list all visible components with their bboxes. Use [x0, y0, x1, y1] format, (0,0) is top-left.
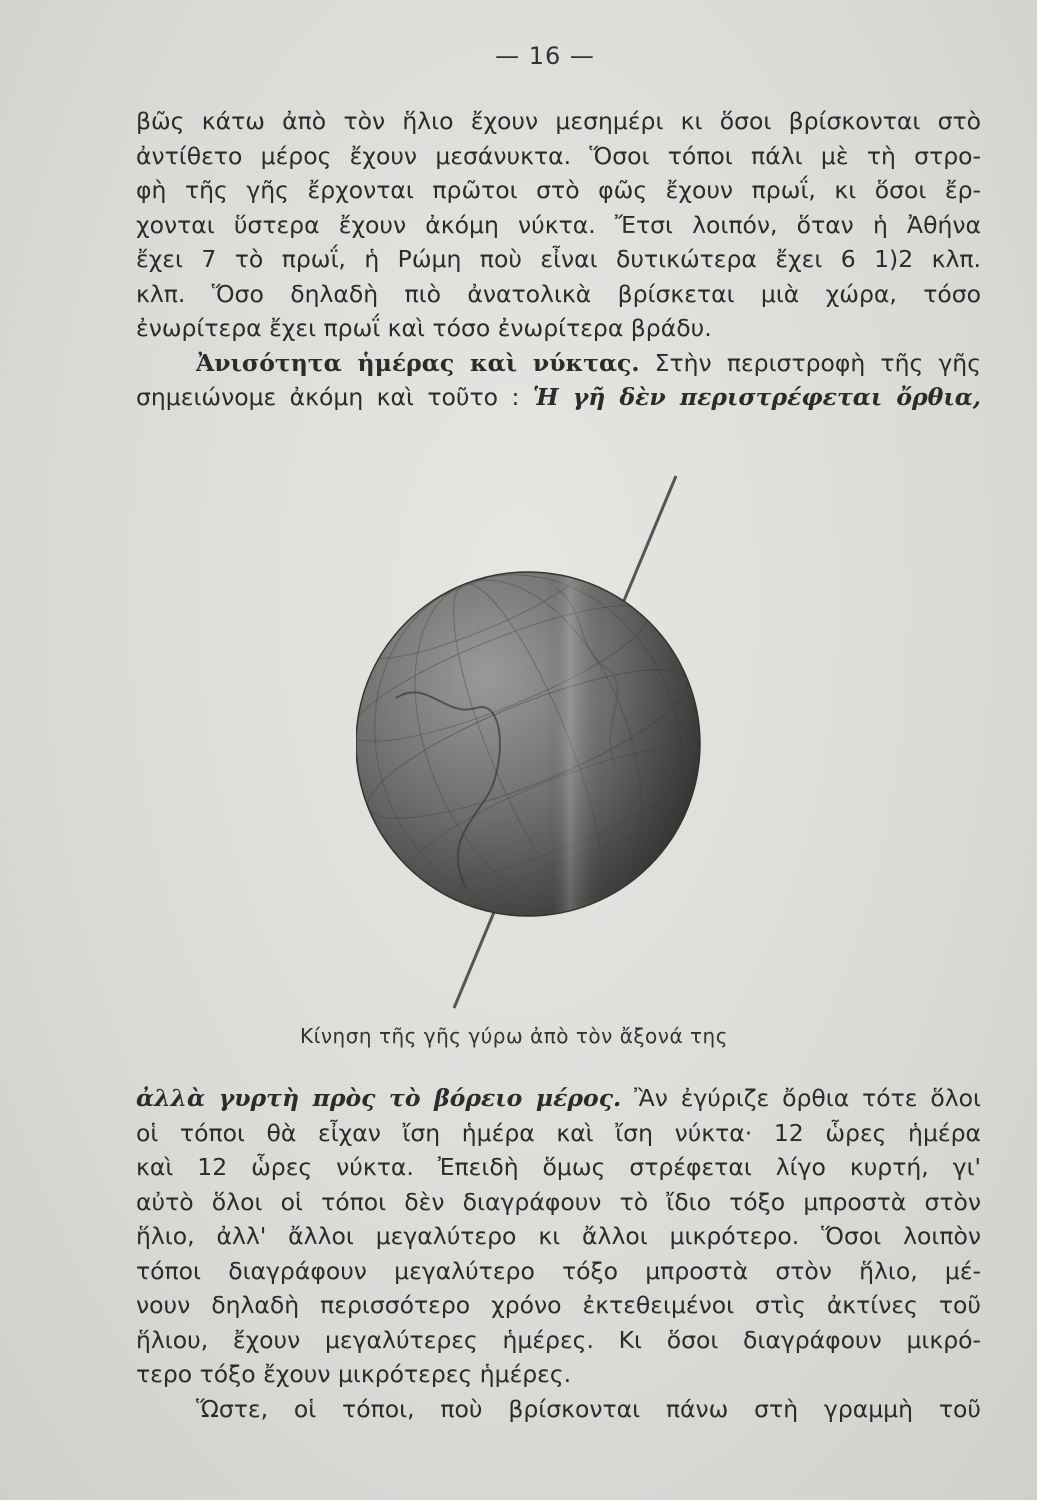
text-line [136, 1081, 981, 1116]
text-line: φὴ τῆς γῆς ἔρχονται πρῶτοι στὸ φῶς ἔχουν πρωΐ, κι ὅσοι ἔρ- [136, 176, 981, 204]
heading-line [136, 346, 981, 381]
italic-continuation: ἀλλὰ γυρτὴ πρὸς τὸ βόρειο μέρος. [136, 1084, 622, 1112]
text-line: βῶς κάτω ἀπὸ τὸν ἥλιο ἔχουν μεσημέρι κι ὅσοι βρίσκονται στὸ [136, 107, 981, 135]
globe-grid [356, 468, 701, 1013]
text-line: αὐτὸ ὅλοι οἱ τόποι δὲν διαγράφουν τὸ ἴδιο τόξο μπροστὰ στὸν [136, 1187, 981, 1216]
section-heading: Ἀνισότητα ἡμέρας καὶ νύκτας. [196, 348, 640, 377]
line-before-italic: σημειώνομε ἀκόμη καὶ τοῦτο : [136, 383, 520, 411]
text-line: τερο τόξο ἔχουν μικρότερες ἡμέρες. [136, 1360, 572, 1388]
italic-statement: Ἡ γῆ δὲν περιστρέφεται ὄρθια, [532, 383, 981, 411]
text-line: Ὥστε, οἱ τόποι, ποὺ βρίσκονται πάνω στὴ γραμμὴ τοῦ [196, 1394, 981, 1423]
text-line: οἱ τόποι θὰ εἶχαν ἴση ἡμέρα καὶ ἴση νύκτα· 12 ὧρες ἡμέρα [136, 1118, 981, 1147]
text-line: ἀντίθετο μέρος ἔχουν μεσάνυκτα. Ὅσοι τόποι πάλι μὲ τὴ στρο- [136, 141, 981, 170]
text-line: τόποι διαγράφουν μεγαλύτερο τόξο μπροστὰ στὸν ἥλιο, μέ- [136, 1256, 981, 1285]
text-line: ἥλιο, ἀλλ' ἄλλοι μεγαλύτερο κι ἄλλοι μικρότερο. Ὅσοι λοιπὸν [136, 1222, 981, 1250]
text-line: ἐνωρίτερα ἔχει πρωΐ καὶ τόσο ἐνωρίτερα βράδυ. [136, 314, 712, 342]
text-line: κλπ. Ὅσο δηλαδὴ πιὸ ἀνατολικὰ βρίσκεται μιὰ χώρα, τόσο [136, 279, 981, 308]
heading-line-rest: Στὴν περιστροφὴ τῆς γῆς [654, 348, 981, 377]
page-number: — 16 — [495, 42, 595, 70]
text-line: ἔχει 7 τὸ πρωΐ, ἡ Ρώμη ποὺ εἶναι δυτικώτερα ἔχει 6 1)2 κλπ. [136, 245, 981, 273]
globe-on-axis-illustration [356, 468, 701, 1013]
text-line [136, 380, 981, 415]
text-line: καὶ 12 ὧρες νύκτα. Ἐπειδὴ ὅμως στρέφεται λίγο κυρτή, γι' [136, 1153, 981, 1181]
figure-caption: Κίνηση τῆς γῆς γύρω ἀπὸ τὸν ἄξονά της [300, 1024, 728, 1048]
text-block-top [136, 104, 981, 415]
text-block-bottom [136, 1081, 981, 1426]
text-line: χονται ὕστερα ἔχουν ἀκόμη νύκτα. Ἔτσι λοιπόν, ὅταν ἡ Ἀθήνα [136, 210, 981, 239]
text-segment: Ἂν ἐγύριζε ὄρθια τότε ὅλοι [634, 1084, 981, 1112]
text-line: νουν δηλαδὴ περισσότερο χρόνο ἐκτεθειμένοι στὶς ἀκτίνες τοῦ [136, 1291, 981, 1319]
text-line: ἥλιου, ἔχουν μεγαλύτερες ἡμέρες. Κι ὅσοι διαγράφουν μικρό- [136, 1325, 981, 1354]
